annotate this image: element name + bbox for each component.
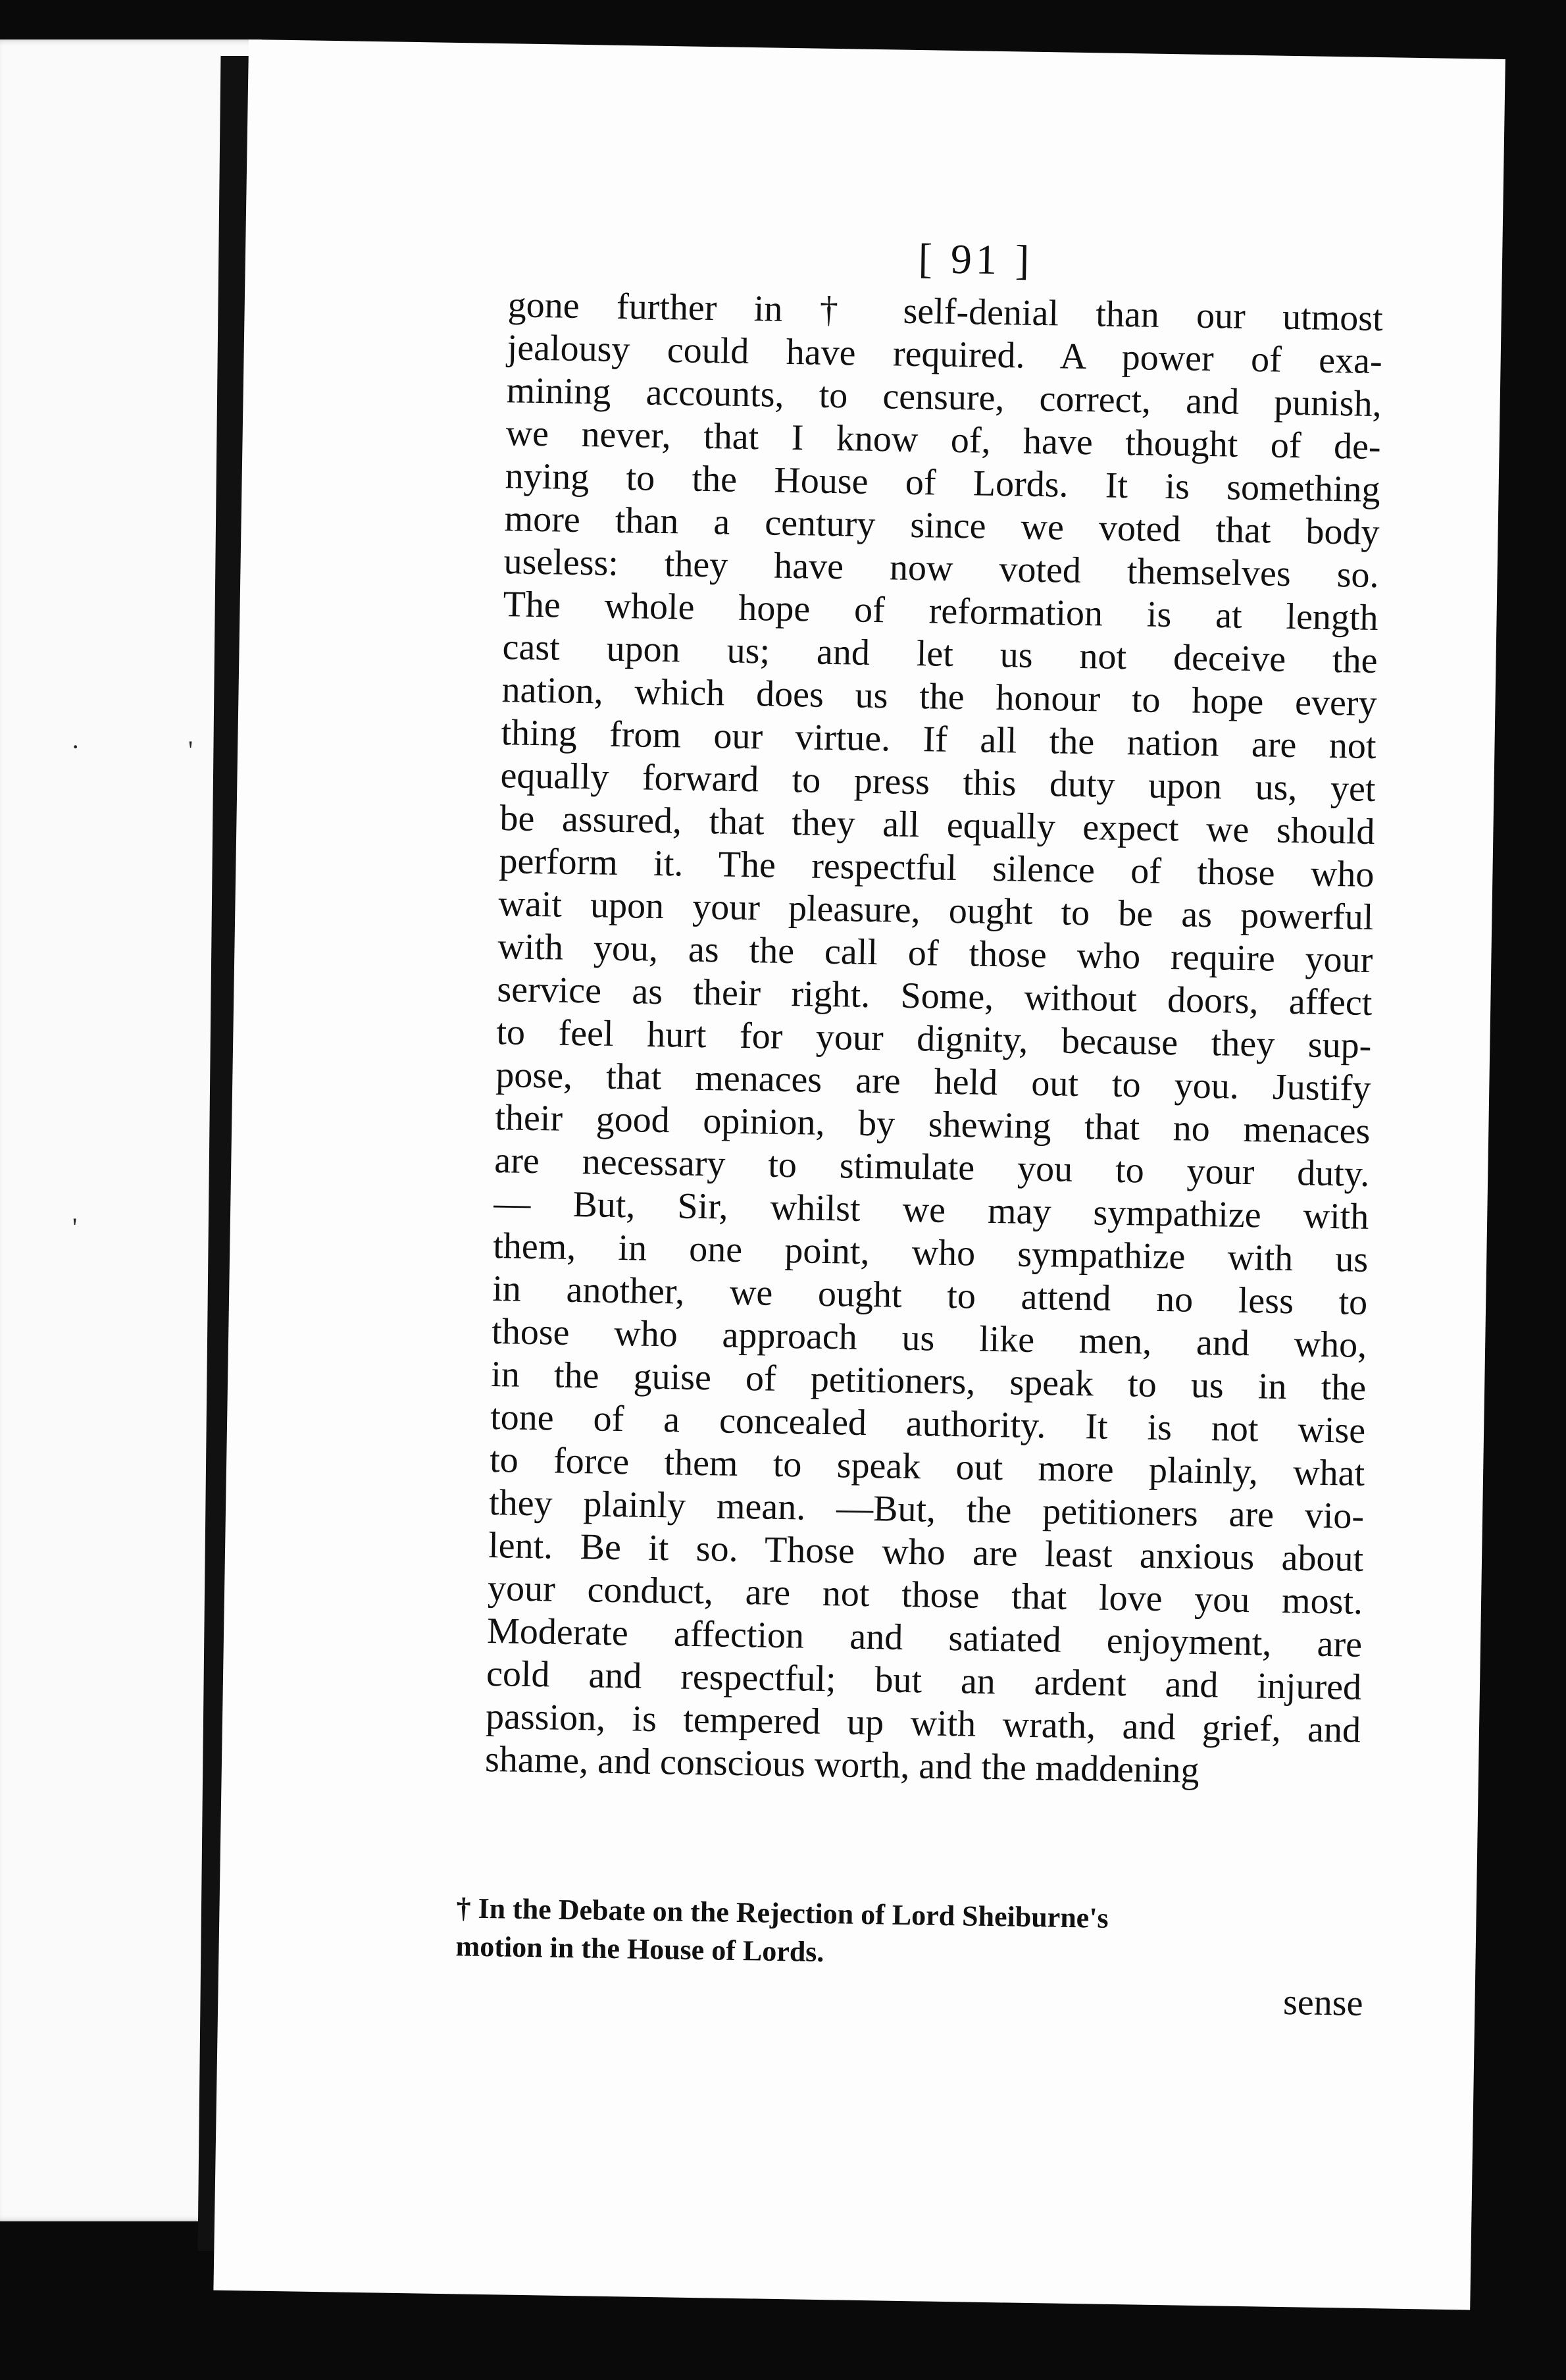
text-line: be assured, that they all equally expect we should <box>499 798 1375 853</box>
page-number: [ 91 ] <box>918 235 1034 284</box>
text-line: nying to the House of Lords. It is something <box>505 455 1381 511</box>
text-line: cast upon us; and let us not deceive the <box>502 627 1378 682</box>
text-line: are necessary to stimulate you to your duty. <box>493 1140 1370 1195</box>
text-line: equally forward to press this duty upon us, yet <box>500 755 1376 810</box>
footnote <box>455 1889 1345 1979</box>
text-line: we never, that I know of, have thought of de- <box>505 413 1382 468</box>
text-line: with you, as the call of those who require your <box>497 926 1373 981</box>
text-line: in another, we ought to attend no less to <box>492 1268 1368 1323</box>
text-line: those who approach us like men, and who, <box>491 1311 1367 1366</box>
text-line: gone further in † self-denial than our utmost <box>507 284 1384 340</box>
text-line: to feel hurt for your dignity, because they sup- <box>495 1012 1372 1066</box>
right-page <box>213 39 1505 2310</box>
text-line: jealousy could have required. A power of exa- <box>507 327 1383 382</box>
text-line: lent. Be it so. Those who are least anxious about <box>488 1525 1364 1580</box>
text-line: The whole hope of reformation is at length <box>503 584 1379 639</box>
text-line: thing from our virtue. If all the nation are not <box>501 712 1377 767</box>
text-line: Moderate affection and satiated enjoyment, are <box>486 1610 1363 1665</box>
footnote-line: † In the Debate on the Rejection of Lord Sheiburne's <box>456 1892 1109 1934</box>
text-line: shame, and conscious worth, and the maddening <box>484 1738 1200 1792</box>
catchword: sense <box>1282 1982 1363 2024</box>
text-line: your conduct, are not those that love you most. <box>487 1567 1363 1622</box>
text-line: nation, which does us the honour to hope every <box>501 669 1377 725</box>
text-line: service as their right. Some, without doors, affect <box>497 969 1373 1023</box>
ink-speck: ' <box>188 735 193 765</box>
text-line: mining accounts, to censure, correct, and punish, <box>506 370 1382 425</box>
text-line: — But, Sir, whilst we may sympathize with <box>493 1183 1369 1237</box>
text-line: perform it. The respectful silence of those who <box>499 841 1375 896</box>
text-line: useless: they have now voted themselves so. <box>503 541 1380 596</box>
text-line: cold and respectful; but an ardent and injured <box>486 1653 1362 1708</box>
text-line: pose, that menaces are held out to you. Justify <box>495 1054 1371 1109</box>
text-line: tone of a concealed authority. It is not wise <box>490 1397 1366 1451</box>
ink-speck: ' <box>72 1212 78 1242</box>
body-text <box>485 284 1384 1795</box>
text-line: them, in one point, who sympathize with us <box>492 1226 1369 1280</box>
ink-speck: · <box>71 732 80 762</box>
footnote-line: motion in the House of Lords. <box>455 1930 824 1969</box>
text-line: their good opinion, by shewing that no menaces <box>494 1097 1371 1152</box>
text-line: more than a century since we voted that body <box>504 498 1380 554</box>
text-line: in the guise of petitioners, speak to us in the <box>490 1354 1367 1409</box>
text-line: to force them to speak out more plainly, what <box>489 1439 1365 1494</box>
text-line: wait upon your pleasure, ought to be as powerful <box>498 883 1374 939</box>
text-line: passion, is tempered up with wrath, and grief, and <box>485 1695 1361 1751</box>
text-line: they plainly mean. —But, the petitioners are vio- <box>488 1482 1365 1537</box>
